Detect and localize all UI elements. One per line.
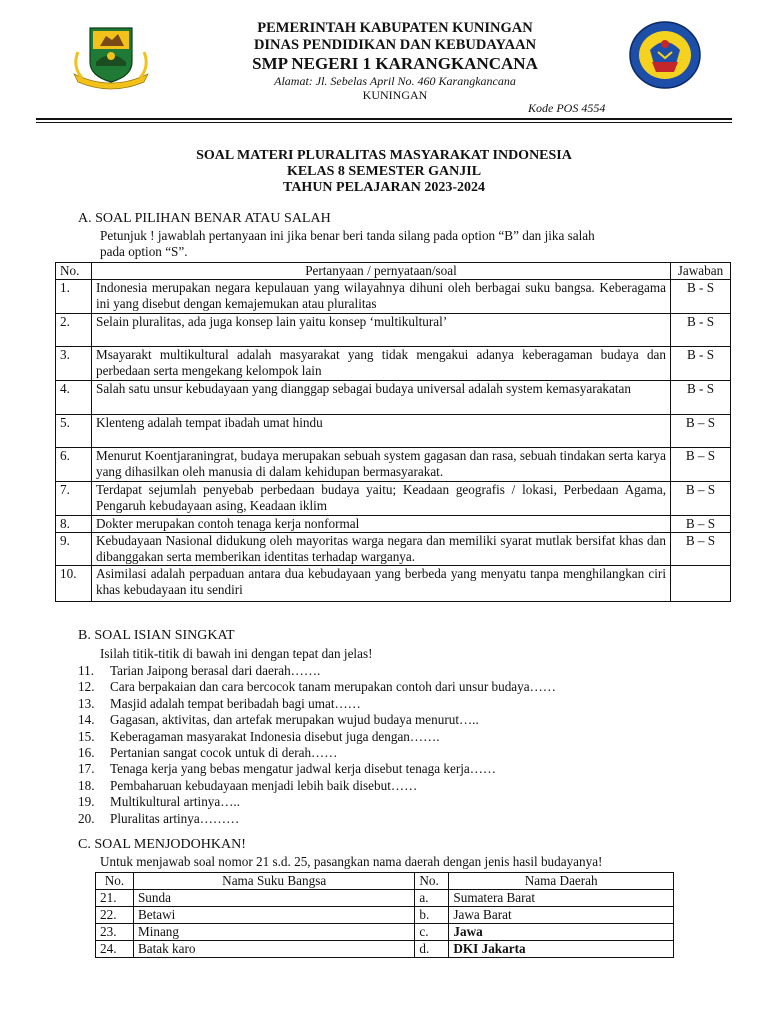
row-question: Dokter merupakan contoh tenaga kerja nonformal: [91, 516, 670, 533]
header-school: SMP NEGERI 1 KARANGKANCANA: [252, 54, 538, 73]
kabupaten-kuningan-logo: [70, 22, 152, 90]
table-row: [56, 533, 731, 566]
row-answer-option[interactable]: B - S: [671, 381, 731, 415]
list-item: [78, 761, 556, 777]
row-no: 6.: [56, 448, 92, 482]
row-letter: d.: [415, 941, 449, 958]
row-suku: Minang: [133, 924, 414, 941]
item-text: Pluralitas artinya………: [110, 810, 240, 826]
col-header-no: No.: [415, 873, 449, 890]
row-no: 7.: [56, 482, 92, 516]
list-item: [78, 811, 556, 827]
row-answer-option[interactable]: B - S: [671, 280, 731, 314]
item-number: 17.: [78, 761, 95, 777]
item-number: 15.: [78, 728, 95, 744]
row-question: Indonesia merupakan negara kepulauan yang wilayahnya dihuni oleh berbagai suku bangsa. Keberagama ini yang disebut dengan kemajemukan atau pluralitas: [91, 280, 670, 314]
row-answer-option[interactable]: B – S: [671, 415, 731, 448]
row-question: Klenteng adalah tempat ibadah umat hindu: [91, 415, 670, 448]
col-header-no: No.: [56, 263, 92, 280]
row-answer-option[interactable]: B – S: [671, 448, 731, 482]
row-no: 9.: [56, 533, 92, 566]
row-no: 8.: [56, 516, 92, 533]
item-number: 16.: [78, 744, 95, 760]
item-text: Tenaga kerja yang bebas mengatur jadwal kerja disebut tenaga kerja……: [110, 761, 497, 777]
item-number: 12.: [78, 679, 95, 695]
list-item: [78, 778, 556, 794]
row-question: Terdapat sejumlah penyebab perbedaan budaya yaitu; Keadaan geografis / lokasi, Perbedaan Agama, Pengaruh kebudayaan asing, Keadaan iklim: [91, 482, 670, 516]
row-letter: a.: [415, 890, 449, 907]
row-no: 2.: [56, 314, 92, 347]
section-c-heading: C. SOAL MENJODOHKAN!: [78, 837, 246, 852]
row-no: 24.: [96, 941, 134, 958]
row-no: 5.: [56, 415, 92, 448]
item-number: 19.: [78, 794, 95, 810]
row-answer-option[interactable]: B - S: [671, 347, 731, 381]
row-letter: b.: [415, 907, 449, 924]
row-question: Kebudayaan Nasional didukung oleh mayoritas warga negara dan memiliki syarat mutlak bersifat khas dan dibanggakan serta memberikan identitas terhadap warganya.: [91, 533, 670, 566]
table-row: [56, 381, 731, 415]
row-daerah: Jawa Barat: [449, 907, 674, 924]
section-c-instruction: Untuk menjawab soal nomor 21 s.d. 25, pasangkan nama daerah dengan jenis hasil budayanya!: [100, 854, 603, 869]
item-text: Pembaharuan kebudayaan menjadi lebih baik disebut……: [110, 777, 418, 793]
col-header-question: Pertanyaan / pernyataan/soal: [91, 263, 670, 280]
table-row: [56, 314, 731, 347]
table-row: [56, 448, 731, 482]
item-number: 13.: [78, 695, 95, 711]
smp-karangkancana-logo: [628, 20, 702, 90]
list-item: [78, 663, 556, 679]
row-no: 22.: [96, 907, 134, 924]
table-row: [96, 907, 674, 924]
row-answer-option[interactable]: [671, 566, 731, 602]
exam-class: KELAS 8 SEMESTER GANJIL: [286, 164, 482, 179]
exam-title: SOAL MATERI PLURALITAS MASYARAKAT INDONESIA: [196, 148, 572, 163]
list-item: [78, 712, 556, 728]
row-letter: c.: [415, 924, 449, 941]
exam-year: TAHUN PELAJARAN 2023-2024: [283, 180, 485, 195]
row-no: 4.: [56, 381, 92, 415]
section-b-heading: B. SOAL ISIAN SINGKAT: [78, 628, 235, 643]
table-row: [96, 924, 674, 941]
row-answer-option[interactable]: B – S: [671, 482, 731, 516]
item-text: Keberagaman masyarakat Indonesia disebut juga dengan…….: [110, 728, 440, 744]
table-header-row: [56, 263, 731, 280]
row-answer-option[interactable]: B - S: [671, 314, 731, 347]
item-text: Tarian Jaipong berasal dari daerah…….: [110, 663, 321, 678]
row-suku: Batak karo: [133, 941, 414, 958]
table-row: [56, 415, 731, 448]
table-row: [56, 347, 731, 381]
header-divider-thin: [36, 122, 732, 123]
short-answer-list: [78, 663, 556, 827]
table-row: [56, 482, 731, 516]
list-item: [78, 729, 556, 745]
true-false-table: [55, 262, 731, 602]
section-a-instruction: Petunjuk ! jawablah pertanyaan ini jika benar beri tanda silang pada option “B” dan jika salah: [100, 228, 595, 243]
row-no: 10.: [56, 566, 92, 602]
item-text: Gagasan, aktivitas, dan artefak merupakan wujud budaya menurut…..: [110, 712, 479, 728]
item-text: Masjid adalah tempat beribadah bagi umat……: [110, 695, 361, 711]
matching-table: [95, 872, 674, 958]
col-header-daerah: Nama Daerah: [449, 873, 674, 890]
row-question: Selain pluralitas, ada juga konsep lain yaitu konsep ‘multikultural’: [91, 314, 670, 347]
table-row: [96, 890, 674, 907]
row-suku: Betawi: [133, 907, 414, 924]
section-a-instruction-cont: pada option “S”.: [100, 244, 188, 259]
table-header-row: [96, 873, 674, 890]
list-item: [78, 794, 556, 810]
item-number: 18.: [78, 777, 95, 793]
row-daerah: DKI Jakarta: [449, 941, 674, 958]
header-postcode: Kode POS 4554: [528, 101, 606, 115]
row-no: 21.: [96, 890, 134, 907]
row-question: Menurut Koentjaraningrat, budaya merupakan sebuah system gagasan dan rasa, sebuah tindakan serta karya yang dihasilkan oleh manusia di dalam kehidupan bermasyarakat.: [91, 448, 670, 482]
section-a-heading: A. SOAL PILIHAN BENAR ATAU SALAH: [78, 211, 331, 226]
item-text: Pertanian sangat cocok untuk di derah……: [110, 744, 338, 760]
table-row: [56, 280, 731, 314]
row-no: 1.: [56, 280, 92, 314]
row-answer-option[interactable]: B – S: [671, 533, 731, 566]
list-item: [78, 745, 556, 761]
item-number: 11.: [78, 663, 94, 678]
item-text: Cara berpakaian dan cara bercocok tanam merupakan contoh dari unsur budaya……: [110, 679, 556, 695]
item-number: 14.: [78, 712, 95, 728]
row-no: 3.: [56, 347, 92, 381]
section-b-instruction: Isilah titik-titik di bawah ini dengan tepat dan jelas!: [100, 646, 373, 661]
row-question: Salah satu unsur kebudayaan yang dianggap sebagai budaya universal adalah system kemasyarakatan: [91, 381, 670, 415]
table-row: [56, 566, 731, 602]
header-government: PEMERINTAH KABUPATEN KUNINGAN: [257, 20, 533, 36]
item-text: Multikultural artinya…..: [110, 794, 241, 810]
row-question: Msayarakt multikultural adalah masyarakat yang tidak mengakui adanya keberagaman budaya dan perbedaan serta mengekang kelompok lain: [91, 347, 670, 381]
item-number: 20.: [78, 810, 95, 826]
row-question: Asimilasi adalah perpaduan antara dua kebudayaan yang berbeda yang menyatu tanpa menghilangkan ciri khas kebudayaan itu sendiri: [91, 566, 670, 602]
row-answer-option[interactable]: B – S: [671, 516, 731, 533]
header-divider-thick: [36, 118, 732, 120]
row-no: 23.: [96, 924, 134, 941]
header-department: DINAS PENDIDIKAN DAN KEBUDAYAAN: [253, 37, 537, 53]
row-daerah: Jawa: [449, 924, 674, 941]
table-row: [56, 516, 731, 533]
table-row: [96, 941, 674, 958]
row-daerah: Sumatera Barat: [449, 890, 674, 907]
col-header-suku: Nama Suku Bangsa: [133, 873, 414, 890]
row-suku: Sunda: [133, 890, 414, 907]
col-header-no: No.: [96, 873, 134, 890]
list-item: [78, 679, 556, 695]
header-city: KUNINGAN: [362, 88, 428, 102]
list-item: [78, 696, 556, 712]
col-header-answer: Jawaban: [671, 263, 731, 280]
header-address: Alamat: Jl. Sebelas April No. 460 Karangkancana: [274, 74, 516, 88]
